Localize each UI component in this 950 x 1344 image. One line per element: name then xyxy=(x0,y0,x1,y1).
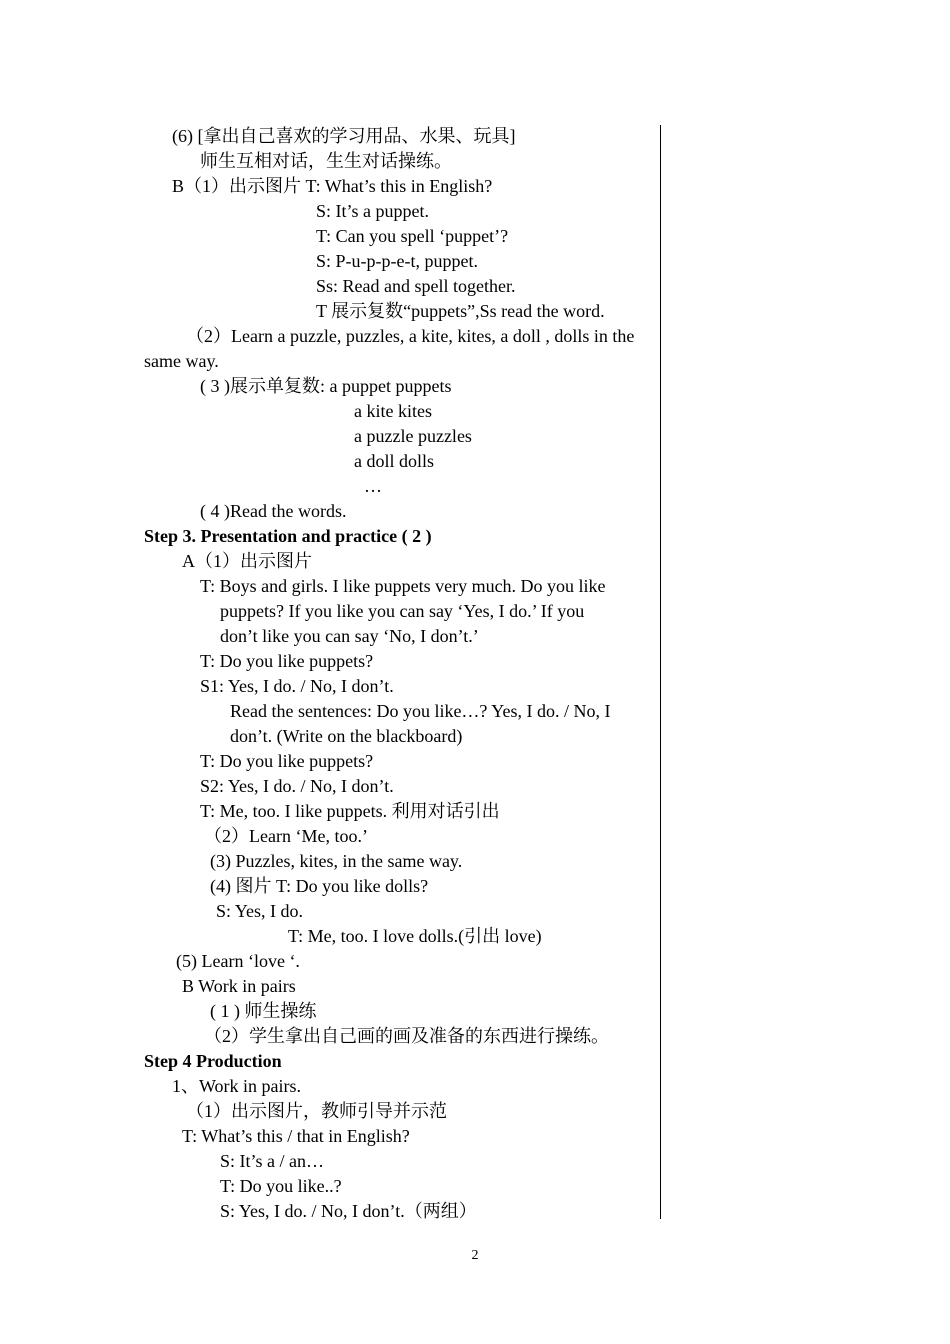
text-line: puppets? If you like you can say ‘Yes, I do.’ If you xyxy=(220,601,585,621)
text-line: S: It’s a / an… xyxy=(220,1151,324,1171)
text-line: don’t like you can say ‘No, I don’t.’ xyxy=(220,626,479,646)
text-line: … xyxy=(364,476,382,496)
text-line: (5) Learn ‘love ‘. xyxy=(176,951,300,971)
text-line: （2）Learn a puzzle, puzzles, a kite, kites, a doll , dolls in the xyxy=(186,326,635,346)
text-line: ( 4 )Read the words. xyxy=(200,501,347,521)
text-line: T: What’s this / that in English? xyxy=(182,1126,410,1146)
text-line: A（1）出示图片 xyxy=(182,551,312,571)
text-line: a puzzle puzzles xyxy=(354,426,472,446)
text-line: S: P-u-p-p-e-t, puppet. xyxy=(316,251,478,271)
text-line: (4) 图片 T: Do you like dolls? xyxy=(210,876,429,896)
table-border-line xyxy=(660,125,661,1219)
text-line: T: Boys and girls. I like puppets very much. Do you like xyxy=(200,576,606,596)
text-line: a doll dolls xyxy=(354,451,434,471)
text-line: B（1）出示图片 T: What’s this in English? xyxy=(172,176,493,196)
text-line: （2）学生拿出自己画的画及准备的东西进行操练。 xyxy=(204,1026,609,1046)
text-line: a kite kites xyxy=(354,401,432,421)
text-line: （2）Learn ‘Me, too.’ xyxy=(204,826,368,846)
page-number: 2 xyxy=(471,1248,479,1263)
text-line: T: Do you like puppets? xyxy=(200,651,374,671)
text-line: T: Me, too. I love dolls.(引出 love) xyxy=(288,926,542,946)
text-line: T: Can you spell ‘puppet’? xyxy=(316,226,509,246)
text-line: T: Do you like..? xyxy=(220,1176,342,1196)
text-line: Read the sentences: Do you like…? Yes, I do. / No, I xyxy=(230,701,611,721)
text-line: S: It’s a puppet. xyxy=(316,201,429,221)
text-line: 1、Work in pairs. xyxy=(172,1076,302,1096)
text-line: 师生互相对话，生生对话操练。 xyxy=(200,151,452,171)
text-line: Ss: Read and spell together. xyxy=(316,276,516,296)
text-line: S1: Yes, I do. / No, I don’t. xyxy=(200,676,394,696)
text-line: (6) [拿出自己喜欢的学习用品、水果、玩具] xyxy=(172,126,516,146)
text-line: B Work in pairs xyxy=(182,976,296,996)
text-line: (3) Puzzles, kites, in the same way. xyxy=(210,851,463,871)
text-line: （1）出示图片，教师引导并示范 xyxy=(186,1101,447,1121)
text-line: T: Me, too. I like puppets. 利用对话引出 xyxy=(200,801,500,821)
text-line: ( 3 )展示单复数: a puppet puppets xyxy=(200,376,452,396)
text-line: S: Yes, I do. / No, I don’t.（两组） xyxy=(220,1201,477,1221)
section-heading: Step 3. Presentation and practice ( 2 ) xyxy=(144,526,432,546)
text-line: ( 1 ) 师生操练 xyxy=(210,1001,317,1021)
text-line: S2: Yes, I do. / No, I don’t. xyxy=(200,776,394,796)
text-line: T 展示复数“puppets”,Ss read the word. xyxy=(316,301,605,321)
text-line: don’t. (Write on the blackboard) xyxy=(230,726,463,746)
text-line: S: Yes, I do. xyxy=(216,901,304,921)
section-heading: Step 4 Production xyxy=(144,1051,282,1071)
text-line: same way. xyxy=(144,351,219,371)
text-line: T: Do you like puppets? xyxy=(200,751,374,771)
